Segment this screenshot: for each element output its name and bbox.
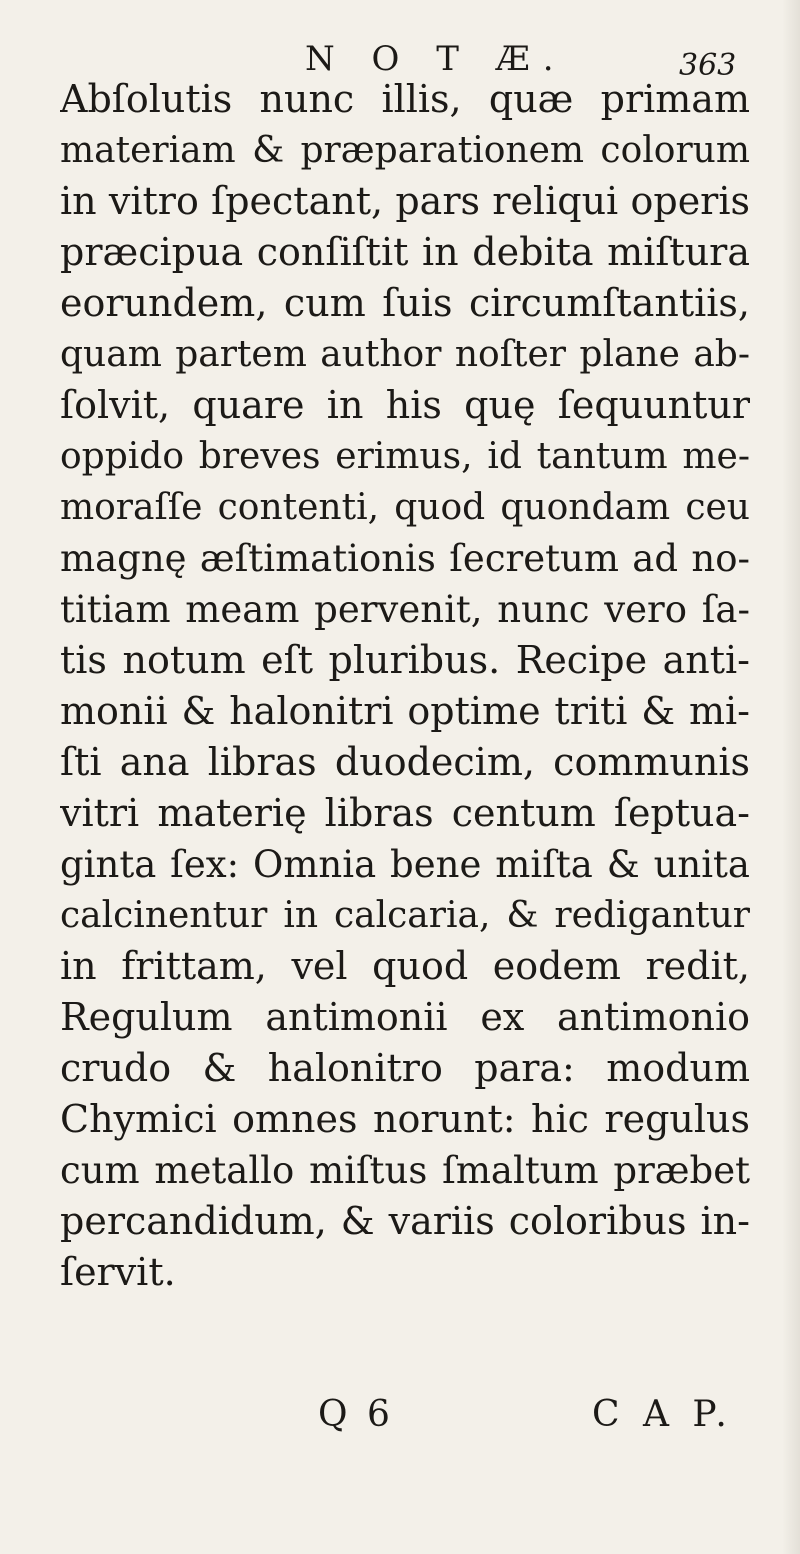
running-title: N O T Æ. <box>305 39 567 79</box>
page-number: 363 <box>679 48 737 83</box>
text-line: moraſſe contenti, quod quondam ceu <box>60 487 750 528</box>
text-line: Chymici omnes norunt: hic regulus <box>60 1097 750 1141</box>
text-line: in frittam, vel quod eodem redit, <box>60 944 750 988</box>
page-edge-shadow <box>782 0 800 1554</box>
text-line: Regulum antimonii ex antimonio <box>60 995 750 1039</box>
text-line: in vitro ſpectant, pars reliqui operis <box>60 179 750 223</box>
text-block <box>60 74 750 1298</box>
text-line: præcipua conſiſtit in debita miſtura <box>60 230 750 274</box>
text-line: cum metallo miſtus ſmaltum præbet <box>60 1149 750 1192</box>
catchword: C A P. <box>592 1394 733 1435</box>
text-line: ſolvit, quare in his quę ſequuntur <box>60 383 750 427</box>
text-line: vitri materię libras centum ſeptua- <box>60 791 750 835</box>
text-line: magnę æſtimationis ſecretum ad no- <box>60 537 750 580</box>
text-line: eorundem, cum ſuis circumſtantiis, <box>60 281 750 325</box>
text-line: quam partem author noſter plane ab- <box>60 334 750 375</box>
text-line: crudo & halonitro para: modum <box>60 1046 750 1090</box>
text-line: oppido breves erimus, id tantum me- <box>60 436 750 477</box>
text-line: ginta ſex: Omnia bene miſta & unita <box>60 843 750 886</box>
text-line: ſervit. <box>60 1250 176 1294</box>
text-line: monii & halonitri optime triti & mi- <box>60 689 750 733</box>
signature-mark: Q 6 <box>318 1394 394 1435</box>
page-footer <box>0 1392 800 1442</box>
text-line: tis notum eſt pluribus. Recipe anti- <box>60 638 750 682</box>
text-line: Abſolutis nunc illis, quæ primam <box>60 77 750 121</box>
text-line: materiam & præparationem colorum <box>60 130 750 171</box>
text-line: calcinentur in calcaria, & redigantur <box>60 895 750 936</box>
text-line: ſti ana libras duodecim, communis <box>60 740 750 784</box>
text-line: percandidum, & variis coloribus in- <box>60 1199 750 1243</box>
text-line: titiam meam pervenit, nunc vero ſa- <box>60 588 750 631</box>
